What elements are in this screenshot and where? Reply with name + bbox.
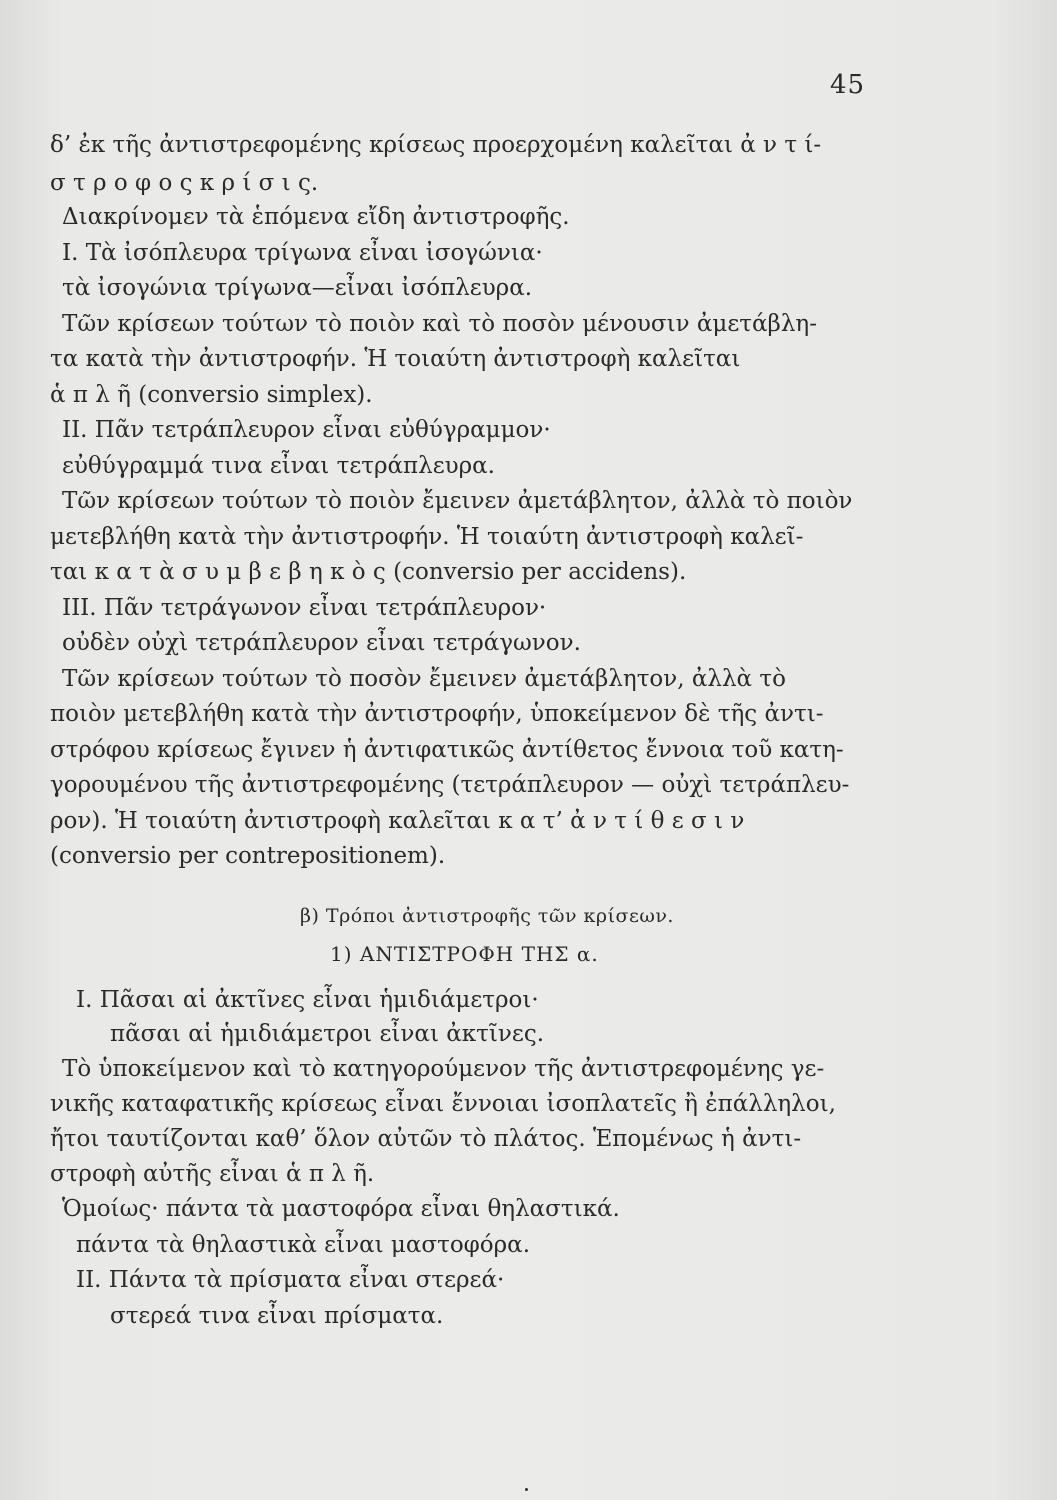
text-line: Ὁμοίως· πάντα τὰ μαστοφόρα εἶναι θηλαστικά.: [62, 1196, 620, 1222]
section-heading: β) Τρόποι ἀντιστροφῆς τῶν κρίσεων.: [300, 905, 674, 927]
text-line: ται κ α τ ὰ σ υ μ β ε β η κ ὸ ς (conversio per accidens).: [50, 559, 687, 585]
text-line: στροφὴ αὐτῆς εἶναι ἁ π λ ῆ.: [50, 1161, 375, 1187]
text-line: ἁ π λ ῆ (conversio simplex).: [50, 382, 373, 408]
text-line: I. Πᾶσαι αἱ ἀκτῖνες εἶναι ἡμιδιάμετροι·: [76, 987, 539, 1013]
text-line: μετεβλήθη κατὰ τὴν ἀντιστροφήν. Ἡ τοιαύτη ἀντιστροφὴ καλεῖ-: [50, 524, 804, 550]
text-line: Τῶν κρίσεων τούτων τὸ ποσὸν ἔμεινεν ἀμετάβλητον, ἀλλὰ τὸ: [62, 666, 786, 692]
text-line: ἤτοι ταυτίζονται καθ’ ὅλον αὐτῶν τὸ πλάτος. Ἑπομένως ἡ ἀντι-: [50, 1126, 802, 1152]
text-line: στερεά τινα εἶναι πρίσματα.: [110, 1303, 444, 1329]
text-line: νικῆς καταφατικῆς κρίσεως εἶναι ἔννοιαι ἰσοπλατεῖς ἢ ἐπάλληλοι,: [50, 1091, 836, 1117]
text-line: III. Πᾶν τετράγωνον εἶναι τετράπλευρον·: [62, 595, 547, 621]
page-number: 45: [830, 70, 866, 100]
text-line: ποιὸν μετεβλήθη κατὰ τὴν ἀντιστροφήν, ὑποκείμενον δὲ τῆς ἀντι-: [50, 701, 824, 727]
text-line: στρόφου κρίσεως ἔγινεν ἡ ἀντιφατικῶς ἀντίθετος ἔννοια τοῦ κατη-: [50, 737, 844, 763]
text-line: τα κατὰ τὴν ἀντιστροφήν. Ἡ τοιαύτη ἀντιστροφὴ καλεῖται: [50, 346, 741, 372]
text-line: δ’ ἐκ τῆς ἀντιστρεφομένης κρίσεως προερχομένη καλεῖται ἀ ν τ ί-: [50, 132, 822, 158]
subsection-heading: 1) ΑΝΤΙΣΤΡΟΦΗ ΤΗΣ α.: [330, 942, 599, 966]
text-line: εὐθύγραμμά τινα εἶναι τετράπλευρα.: [62, 453, 495, 479]
text-line: Τῶν κρίσεων τούτων τὸ ποιὸν ἔμεινεν ἀμετάβλητον, ἀλλὰ τὸ ποιὸν: [62, 488, 853, 514]
text-line: ρον). Ἡ τοιαύτη ἀντιστροφὴ καλεῖται κ α τ’ ἀ ν τ ί θ ε σ ι ν: [50, 808, 745, 834]
text-line: οὐδὲν οὐχὶ τετράπλευρον εἶναι τετράγωνον.: [62, 630, 581, 656]
text-line: Τῶν κρίσεων τούτων τὸ ποιὸν καὶ τὸ ποσὸν μένουσιν ἀμετάβλη-: [62, 311, 817, 337]
text-line: II. Πᾶν τετράπλευρον εἶναι εὐθύγραμμον·: [62, 417, 551, 443]
text-line: II. Πάντα τὰ πρίσματα εἶναι στερεά·: [76, 1267, 505, 1293]
text-line: πάντα τὰ θηλαστικὰ εἶναι μαστοφόρα.: [76, 1232, 531, 1258]
text-line: I. Τὰ ἰσόπλευρα τρίγωνα εἶναι ἰσογώνια·: [62, 240, 543, 266]
text-line: (conversio per contrepositionem).: [50, 843, 446, 869]
text-line: σ τ ρ ο φ ο ς κ ρ ί σ ι ς.: [50, 170, 319, 196]
text-line: Διακρίνομεν τὰ ἑπόμενα εἴδη ἀντιστροφῆς.: [62, 204, 570, 230]
text-line: τὰ ἰσογώνια τρίγωνα—εἶναι ἰσόπλευρα.: [62, 275, 533, 301]
text-line: πᾶσαι αἱ ἡμιδιάμετροι εἶναι ἀκτῖνες.: [110, 1021, 545, 1047]
text-line: Τὸ ὑποκείμενον καὶ τὸ κατηγορούμενον τῆς ἀντιστρεφομένης γε-: [62, 1056, 825, 1082]
text-line: γορουμένου τῆς ἀντιστρεφομένης (τετράπλευρον — οὐχὶ τετράπλευ-: [50, 772, 850, 798]
print-speck: [525, 1488, 528, 1491]
